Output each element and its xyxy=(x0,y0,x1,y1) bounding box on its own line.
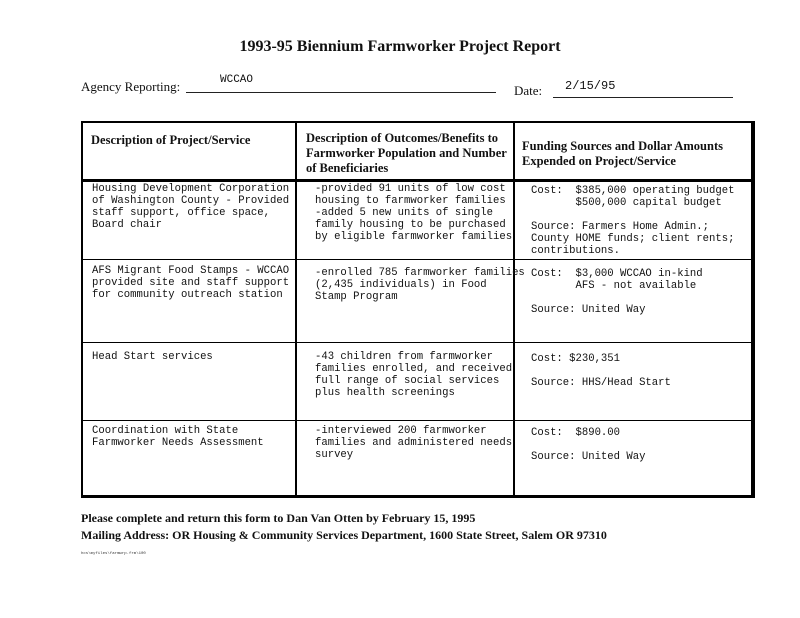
row-2-project: AFS Migrant Food Stamps - WCCAO provided site and staff support for community outreach station xyxy=(92,265,290,301)
row-3-funding: Cost: $230,351 Source: HHS/Head Start xyxy=(531,353,671,389)
row-2-funding: Cost: $3,000 WCCAO in-kind AFS - not available Source: United Way xyxy=(531,268,703,316)
header-funding: Funding Sources and Dollar Amounts Expended on Project/Service xyxy=(522,139,723,168)
row-1-project: Housing Development Corporation of Washington County - Provided staff support, office space, Board chair xyxy=(92,183,290,231)
date-underline xyxy=(553,97,733,98)
agency-label: Agency Reporting: xyxy=(81,79,181,94)
row-2-outcomes: -enrolled 785 farmworker families (2,435 individuals) in Food Stamp Program xyxy=(315,267,525,303)
row-4-funding: Cost: $890.00 Source: United Way xyxy=(531,427,646,463)
row-1-outcomes: -provided 91 units of low cost housing to farmworker families -added 5 new units of single family housing to be purchased by eligible farmworker families xyxy=(315,183,513,243)
header-divider xyxy=(83,179,751,182)
row-4-outcomes: -interviewed 200 farmworker families and administered needs survey xyxy=(315,425,513,461)
row-1-funding: Cost: $385,000 operating budget $500,000 capital budget Source: Farmers Home Admin.; County HOME funds; client rents; contributions. xyxy=(531,185,735,257)
footer-mailing-address: Mailing Address: OR Housing & Community Services Department, 1600 State Street, Salem OR 97310 xyxy=(81,528,607,542)
row-divider xyxy=(83,420,751,421)
report-title: 1993-95 Biennium Farmworker Project Report xyxy=(239,38,561,55)
header-project: Description of Project/Service xyxy=(91,133,251,147)
row-divider xyxy=(83,342,751,343)
row-3-outcomes: -43 children from farmworker families enrolled, and received full range of social services plus health screenings xyxy=(315,351,513,399)
row-divider xyxy=(83,259,751,260)
footer-instructions: Please complete and return this form to Dan Van Otten by February 15, 1995 xyxy=(81,511,476,525)
agency-underline xyxy=(186,92,496,93)
date-value: 2/15/95 xyxy=(565,79,616,93)
row-3-project: Head Start services xyxy=(92,351,213,363)
report-table xyxy=(81,121,755,498)
row-4-project: Coordination with State Farmworker Needs Assessment xyxy=(92,425,264,449)
agency-value: WCCAO xyxy=(220,74,254,86)
date-label: Date: xyxy=(514,83,543,98)
header-outcomes: Description of Outcomes/Benefits to Farmworker Population and Number of Beneficiaries xyxy=(306,131,507,175)
footer-file-code: hcs\myfiles\farmwrp.frm\100 xyxy=(81,552,146,556)
